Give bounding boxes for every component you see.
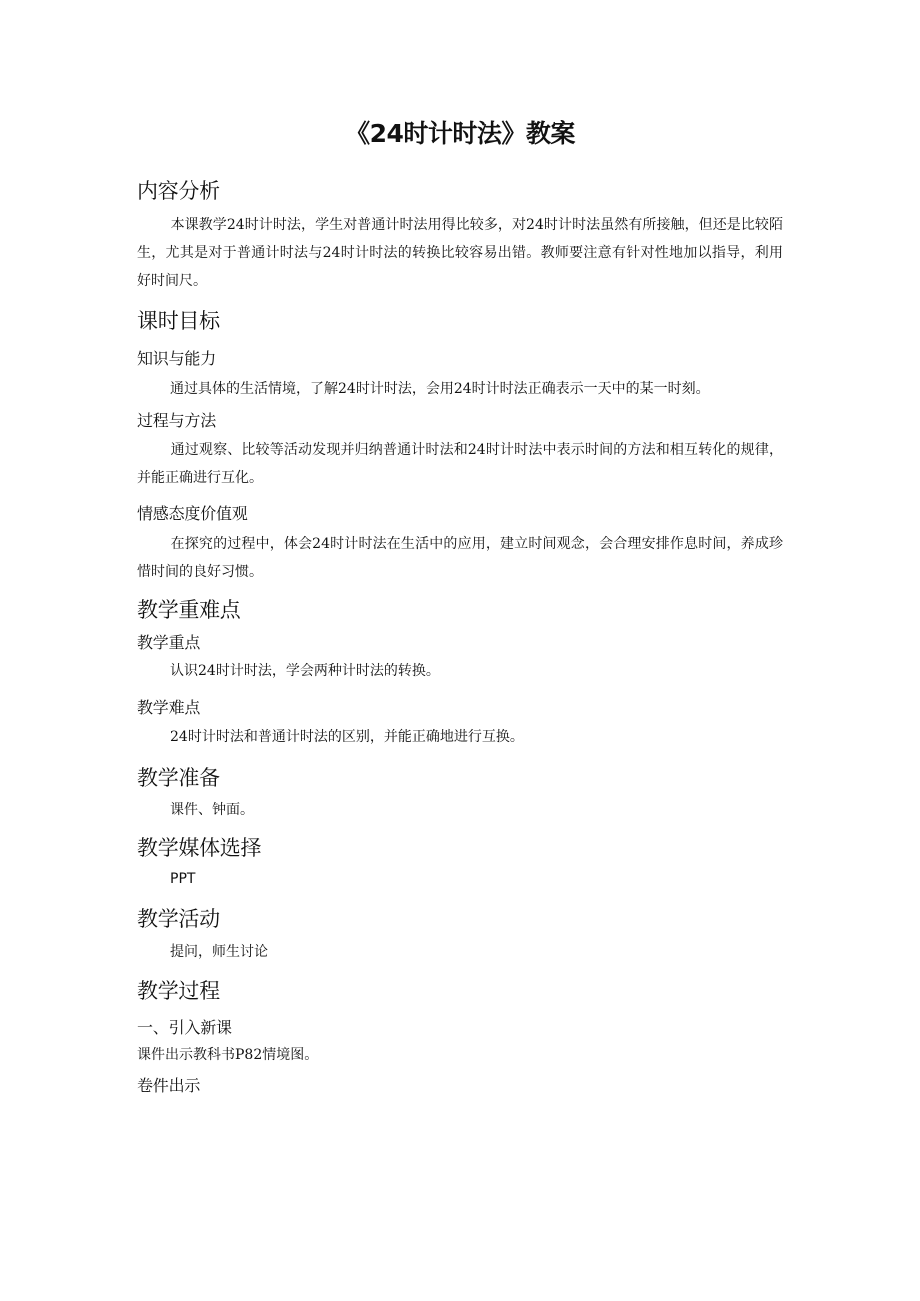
paragraph-introduction: 课件出示教科书P82情境图。: [137, 1047, 319, 1063]
paragraph-content-analysis: 本课教学24时计时法，学生对普通计时法用得比较多，对24时计时法虽然有所接触，但还是比较陌生，尤其是对于普通计时法与24时计时法的转换比较容易出错。教师要注意有针对性地加以指导，利用好时间尺。: [137, 217, 783, 289]
paragraph-knowledge: 通过具体的生活情境，了解24时计时法，会用24时计时法正确表示一天中的某一时刻。: [170, 381, 710, 397]
subheading-difficulty: 教学难点: [137, 698, 201, 717]
heading-activities: 教学活动: [137, 907, 220, 931]
subheading-introduction: 一、引入新课: [137, 1018, 232, 1037]
subheading-focus: 教学重点: [137, 633, 201, 652]
paragraph-values: 在探究的过程中，体会24时计时法在生活中的应用，建立时间观念，会合理安排作息时间，养成珍惜时间的良好习惯。: [137, 536, 783, 580]
paragraph-focus: 认识24时计时法，学会两种计时法的转换。: [170, 663, 440, 679]
paragraph-preparation: 课件、钟面。: [170, 802, 254, 818]
heading-teaching-process: 教学过程: [137, 979, 220, 1003]
paragraph-activities: 提问，师生讨论: [170, 944, 268, 960]
subheading-knowledge: 知识与能力: [137, 349, 217, 368]
subheading-values: 情感态度价值观: [137, 504, 248, 523]
courseware-note: 卷件出示: [137, 1076, 201, 1095]
heading-key-points: 教学重难点: [137, 598, 241, 622]
paragraph-media: PPT: [170, 871, 196, 887]
paragraph-difficulty: 24时计时法和普通计时法的区别，并能正确地进行互换。: [170, 729, 524, 745]
subheading-process-method: 过程与方法: [137, 411, 217, 430]
heading-preparation: 教学准备: [137, 766, 220, 790]
heading-objectives: 课时目标: [137, 309, 220, 333]
document-title: 《24时计时法》教案: [345, 119, 575, 148]
paragraph-process-method: 通过观察、比较等活动发现并归纳普通计时法和24时计时法中表示时间的方法和相互转化的规律，并能正确进行互化。: [137, 442, 783, 486]
heading-content-analysis: 内容分析: [137, 179, 220, 203]
heading-media: 教学媒体选择: [137, 836, 262, 860]
